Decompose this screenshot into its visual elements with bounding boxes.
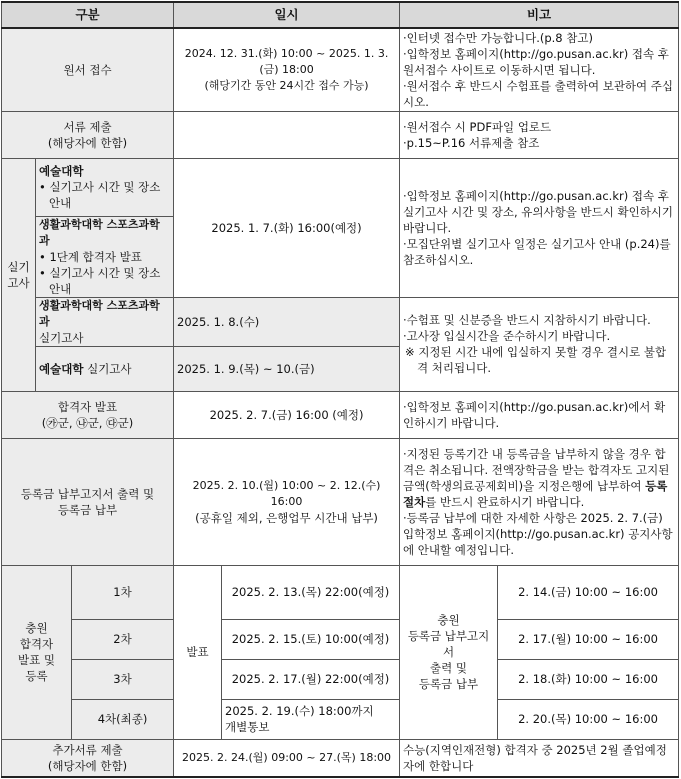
payment-note-text: 를 반드시 완료하시기 바랍니다. xyxy=(425,494,585,509)
sports-notice-cell xyxy=(36,216,174,297)
payment-date-line1: 2025. 2. 10.(월) 10:00 ~ 2. 12.(수) 16:00 xyxy=(192,478,381,508)
supplementary-register-label xyxy=(400,565,498,739)
art-notice-title: 예술대학 xyxy=(39,164,84,178)
application-label: 원서 접수 xyxy=(2,28,174,111)
documents-date xyxy=(174,111,400,158)
application-note: ·인터넷 접수만 가능합니다.(p.8 참고) xyxy=(403,30,593,45)
payment-label-line1: 등록금 납부고지서 출력 및 xyxy=(20,486,155,501)
exam-note: ·수험표 및 신분증을 반드시 지참하시기 바랍니다. xyxy=(403,313,651,327)
art-exam-title: 예술대학 xyxy=(39,361,84,376)
supplementary-register-line: 등록금 납부고지서 xyxy=(407,629,490,659)
supplementary-announce-line: 2025. 2. 19.(수) 18:00까지 xyxy=(225,704,374,718)
art-notice-cell xyxy=(36,158,174,216)
payment-notes xyxy=(400,438,679,565)
supplementary-label-line: 등록 xyxy=(25,669,48,683)
supplementary-round: 1차 xyxy=(72,565,174,619)
payment-label xyxy=(2,438,174,565)
supplementary-announce-date: 2025. 2. 15.(토) 10:00(예정) xyxy=(222,619,400,659)
application-date xyxy=(174,28,400,111)
application-date-line2: (해당기간 동안 24시간 접수 가능) xyxy=(204,78,369,92)
application-note: ·입학정보 홈페이지(http://go.pusan.ac.kr) 접속 후 원서접수 사이트로 이동하시면 됩니다. xyxy=(403,46,669,77)
row-supplementary-3 xyxy=(2,659,679,699)
payment-date-line2: (공휴일 제외, 은행업무 시간내 납부) xyxy=(195,510,378,525)
practical-announce-notes xyxy=(400,158,679,297)
row-practical-art-notice xyxy=(2,158,679,216)
payment-date xyxy=(174,438,400,565)
extra-docs-label xyxy=(2,739,174,777)
supplementary-label-line: 합격자 xyxy=(19,637,54,651)
art-notice-bullet: • 실기고사 시간 및 장소 안내 xyxy=(39,180,161,210)
supplementary-round: 4차(최종) xyxy=(72,699,174,739)
payment-label-line2: 등록금 납부 xyxy=(57,502,118,517)
exam-warning: ※ 지정된 시간 내에 입실하지 못할 경우 결시로 불합격 처리됩니다. xyxy=(405,345,667,375)
result-note: ·입학정보 홈페이지(http://go.pusan.ac.kr)에서 확인하시기 바랍니다. xyxy=(400,391,679,438)
row-documents xyxy=(2,111,679,158)
payment-note: ·등록금 납부에 대한 자세한 사항은 2025. 2. 7.(금) 입학정보 홈페이지(http://go.pusan.ac.kr) 공지사항에 안내할 예정입니다. xyxy=(403,510,673,557)
supplementary-announce-line: 개별통보 xyxy=(225,720,270,734)
practical-group-label-line2: 고사 xyxy=(7,275,30,290)
header-datetime: 일시 xyxy=(174,2,400,28)
supplementary-label xyxy=(2,565,72,739)
supplementary-announce-date: 2025. 2. 13.(목) 22:00(예정) xyxy=(222,565,400,619)
documents-notes xyxy=(400,111,679,158)
result-date: 2025. 2. 7.(금) 16:00 (예정) xyxy=(174,391,400,438)
sports-notice-title: 생활과학대학 스포츠과학과 xyxy=(39,217,160,247)
result-label-line1: 합격자 발표 xyxy=(57,399,118,414)
result-label xyxy=(2,391,174,438)
supplementary-register-date: 2. 14.(금) 10:00 ~ 16:00 xyxy=(498,565,679,619)
row-supplementary-2 xyxy=(2,619,679,659)
supplementary-announce-date xyxy=(222,699,400,739)
row-result xyxy=(2,391,679,438)
row-payment xyxy=(2,438,679,565)
sports-exam-title: 생활과학대학 스포츠과학과 xyxy=(39,298,160,328)
application-note: ·원서접수 후 반드시 수험표를 출력하여 보관하여 주십시오. xyxy=(403,78,674,109)
supplementary-label-line: 충원 xyxy=(25,621,48,635)
application-date-line1: 2024. 12. 31.(화) 10:00 ~ 2025. 1. 3.(금) 18:00 xyxy=(184,46,389,76)
sports-notice-bullet: • 1단계 합격자 발표 xyxy=(39,249,142,264)
extra-docs-date: 2025. 2. 24.(월) 09:00 ~ 27.(목) 18:00 xyxy=(174,739,400,777)
documents-label-line2: (해당자에 한함) xyxy=(47,135,128,150)
header-row xyxy=(2,2,679,28)
supplementary-register-date: 2. 20.(목) 10:00 ~ 16:00 xyxy=(498,699,679,739)
row-application xyxy=(2,28,679,111)
art-exam-sub: 실기고사 xyxy=(83,361,132,376)
supplementary-register-date: 2. 18.(화) 10:00 ~ 16:00 xyxy=(498,659,679,699)
exam-notes xyxy=(400,297,679,391)
supplementary-register-line: 등록금 납부 xyxy=(418,677,479,691)
exam-note: ·고사장 입실시간을 준수하시기 바랍니다. xyxy=(403,329,611,343)
practical-announce-note: ·입학정보 홈페이지(http://go.pusan.ac.kr) 접속 후 실기고사 시간 및 장소, 유의사항을 반드시 확인하시기 바랍니다. xyxy=(403,188,674,235)
extra-docs-label-line1: 추가서류 제출 xyxy=(52,742,123,757)
documents-label xyxy=(2,111,174,158)
supplementary-register-line: 충원 xyxy=(437,613,460,627)
extra-docs-label-line2: (해당자에 한함) xyxy=(47,758,128,773)
supplementary-register-date: 2. 17.(월) 10:00 ~ 16:00 xyxy=(498,619,679,659)
sports-exam-sub: 실기고사 xyxy=(39,330,84,345)
header-remarks: 비고 xyxy=(400,2,679,28)
supplementary-register-line: 출력 및 xyxy=(430,661,468,675)
art-exam-date: 2025. 1. 9.(목) ~ 10.(금) xyxy=(174,346,400,391)
supplementary-label-line: 발표 및 xyxy=(18,653,55,667)
sports-exam-date: 2025. 1. 8.(수) xyxy=(174,297,400,346)
sports-exam-cell xyxy=(36,297,174,346)
payment-note-text: ·지정된 등록기간 내 등록금을 납부하지 않을 경우 합격은 취소됩니다. 전액장학금을 받는 합격자도 고지된 금액(학생의료공제회비)을 지정은행에 납부하여 xyxy=(403,446,670,493)
art-exam-cell xyxy=(36,346,174,391)
header-category: 구분 xyxy=(2,2,174,28)
payment-note-bold: 등록절차 xyxy=(403,478,668,509)
documents-note: ·원서접수 시 PDF파일 업로드 xyxy=(403,119,552,134)
practical-announce-note: ·모집단위별 실기고사 일정은 실기고사 안내 (p.24)를 참조하십시오. xyxy=(403,236,671,267)
documents-label-line1: 서류 제출 xyxy=(63,119,112,134)
supplementary-round: 2차 xyxy=(72,619,174,659)
practical-group-label xyxy=(2,158,36,391)
row-supplementary-4 xyxy=(2,699,679,739)
supplementary-announce-label: 발표 xyxy=(174,565,222,739)
application-notes xyxy=(400,28,679,111)
supplementary-announce-date: 2025. 2. 17.(월) 22:00(예정) xyxy=(222,659,400,699)
row-sports-exam xyxy=(2,297,679,346)
admission-schedule-table xyxy=(1,1,679,778)
result-label-line2: (㉮군, ㉯군, ㉰군) xyxy=(41,415,134,430)
practical-announce-date: 2025. 1. 7.(화) 16:00(예정) xyxy=(174,158,400,297)
documents-note: ·p.15~P.16 서류제출 참조 xyxy=(403,135,540,150)
supplementary-round: 3차 xyxy=(72,659,174,699)
payment-note xyxy=(403,446,675,510)
practical-group-label-line1: 실기 xyxy=(7,259,30,274)
row-extra-docs xyxy=(2,739,679,777)
row-supplementary-1 xyxy=(2,565,679,619)
extra-docs-note: 수능(지역인재전형) 합격자 중 2025년 2월 졸업예정자에 한합니다 xyxy=(400,739,679,777)
sports-notice-bullet: • 실기고사 시간 및 장소안내 xyxy=(39,265,161,296)
